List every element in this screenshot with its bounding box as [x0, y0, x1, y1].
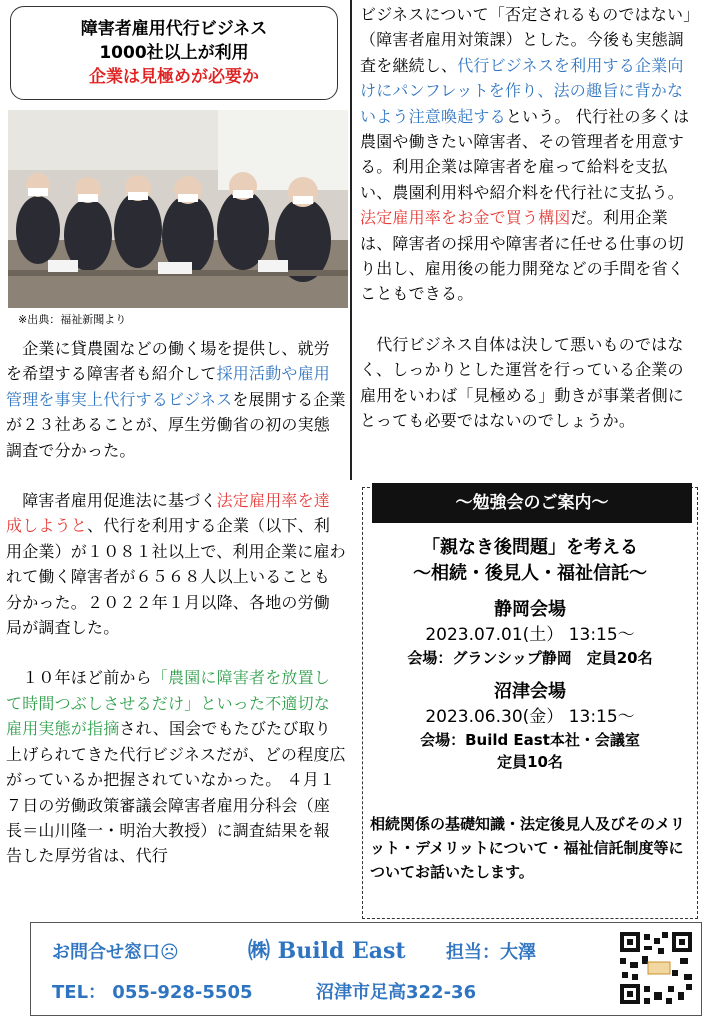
meeting-photo	[8, 110, 348, 308]
venue-2-date: 2023.06.30(金） 13:15～	[425, 707, 635, 727]
study-theme-line-1: 「親なき後問題」を考える	[422, 537, 638, 558]
text-run: 企業に貸農園などの働く場を提供し、就労を希望する障害者も紹介して	[6, 339, 331, 384]
headline-box	[10, 6, 338, 100]
study-session-details	[366, 535, 694, 773]
text-run: 、代行を利用する企業（以下、利用企業）が１０８１社以上で、利用企業に雇われて働く障害者が６５６８人以上いることも分かった。２０２２年１月以降、各地の労働局が調査した。	[6, 516, 346, 638]
photo-caption: ※出典：福祉新聞より	[18, 313, 127, 326]
phone-number[interactable]: TEL： 055-928-5505	[52, 982, 253, 1003]
article-left-column	[6, 336, 346, 869]
text-run: 障害者雇用促進法に基づく	[6, 491, 217, 511]
contact-person: 担当：大澤	[446, 942, 536, 963]
column-divider	[350, 0, 352, 480]
text-run-highlight-red: 法定雇用率を達成しようと	[6, 491, 331, 536]
contact-label: お問合せ窓口☹	[52, 942, 179, 963]
text-run: を展開する企業が２３社あることが、厚生労働省の初の実態調査で分かった。	[6, 389, 346, 460]
text-run: という。 代行社の多くは農園や働きたい障害者、その管理者を用意する。利用企業は障害者を雇って給料を支払い、農園利用料や紹介料を代行社に支払う。	[360, 106, 690, 202]
paragraph-spacer	[6, 463, 346, 488]
study-session-heading: ～勉強会のご案内～	[372, 483, 692, 523]
company-name: ㈱ Build East	[248, 938, 406, 964]
venue-1-place: 会場：グランシップ静岡 定員20名	[407, 649, 653, 667]
study-theme-line-2: ～相続・後見人・福祉信託～	[413, 563, 647, 584]
headline-line-1: 障害者雇用代行ビジネス	[80, 19, 268, 39]
text-run: され、国会でもたびたび取り上げられてきた代行ビジネスだが、どの程度広がっているか把握されていなかった。 ４月１７日の労働政策審議会障害者雇用分科会（座長＝山川隆一・明治大教授）に調査結果を報告した厚労省は、代行	[6, 719, 346, 866]
venue-2-capacity: 定員10名	[497, 753, 563, 771]
paragraph-spacer	[6, 640, 346, 665]
article-paragraph-4	[360, 2, 698, 307]
text-run: １０年ほど前から	[6, 668, 152, 688]
qr-code-icon[interactable]	[618, 930, 694, 1006]
article-paragraph-2	[6, 488, 346, 640]
paragraph-spacer	[360, 307, 698, 332]
text-run-highlight-blue: 採用活動や雇用管理を事実上代行するビジネス	[6, 364, 331, 409]
study-session-note: 相続関係の基礎知識・法定後見人及びそのメリット・デメリットについて・福祉信託制度等についてお話いたします。	[370, 815, 686, 881]
venue-1-date: 2023.07.01(土） 13:15～	[425, 625, 635, 645]
venue-1-name: 静岡会場	[494, 599, 566, 620]
venue-2-place: 会場：Build East本社・会議室	[420, 731, 640, 749]
text-run-highlight-red: 法定雇用率をお金で買う構図	[360, 208, 571, 228]
text-run-highlight-green: 「農園に障害者を放置して時間つぶしさせるだけ」といった不適切な雇用実態が指摘	[6, 668, 331, 739]
headline-line-3: 企業は見極めが必要か	[89, 67, 259, 87]
headline-line-2: 1000社以上が利用	[99, 43, 249, 63]
address: 沼津市足高322-36	[316, 982, 477, 1003]
article-paragraph-3	[6, 665, 346, 868]
venue-2-name: 沼津会場	[494, 681, 566, 702]
article-right-column	[360, 2, 698, 434]
meeting-photo-illustration	[8, 110, 348, 308]
text-run: だ。利用企業は、障害者の採用や障害者に任せる仕事の切り出し、雇用後の能力開発などの手間を省くこともできる。	[360, 208, 685, 304]
article-paragraph-5: 代行ビジネス自体は決して悪いものではなく、しっかりとした運営を行っている企業の雇用をいわば「見極める」動きが事業者側にとっても必要ではないのでしょうか。	[360, 334, 685, 431]
text-run: ビジネスについて「否定されるものではない」（障害者雇用対策課）とした。今後も実態調査を継続し、	[360, 5, 692, 75]
text-run-highlight-blue: 代行ビジネスを利用する企業向けにパンフレットを作り、法の趣旨に背かないよう注意喚起する	[360, 55, 684, 126]
article-paragraph-1	[6, 336, 346, 463]
qr-code-graphic	[618, 930, 694, 1006]
